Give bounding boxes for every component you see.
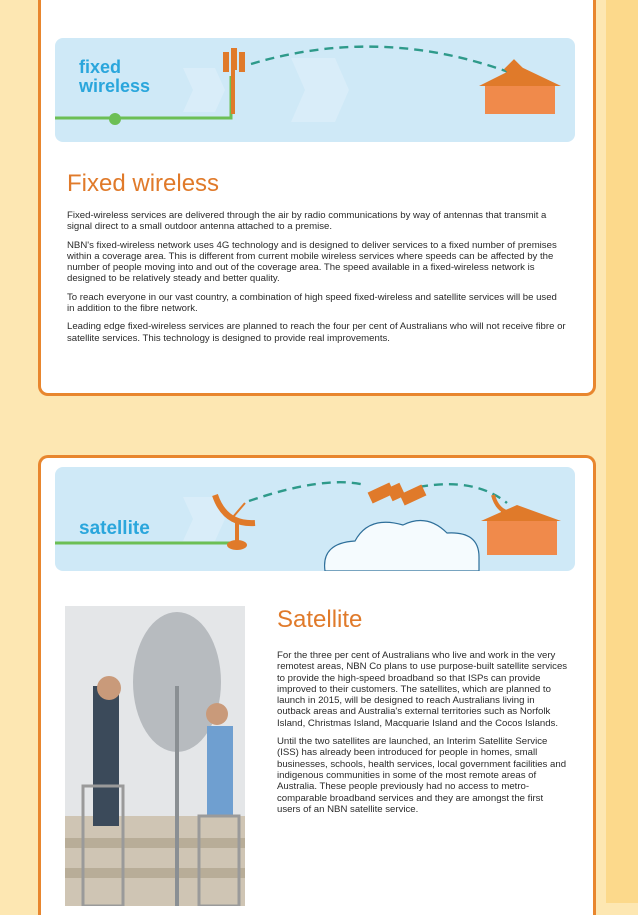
paragraph: Fixed-wireless services are delivered through the air by radio communications by way of antennas that transmit a signal direct to a small outdoor antenna attached to a premise. xyxy=(67,210,547,233)
page-side-stripe xyxy=(606,0,638,903)
paragraph: For the three per cent of Australians who live and work in the very remotest areas, NBN Co plans to use purpose-built satellite services to provide the high-speed broadband so that ISPs can provide improved to their customers. The satellites, which are planned to launch in 2015, will be designed to reach Australians living in outback areas and Australia's external territories such as Norfolk Island, Christmas Island, Macquarie Island and the Cocos Islands. xyxy=(277,650,568,729)
satellite-heading: Satellite xyxy=(277,606,363,633)
house-icon xyxy=(481,505,561,555)
satellite-icon xyxy=(368,482,427,505)
paragraph: Until the two satellites are launched, an Interim Satellite Service (ISS) has already been introduced for people in homes, small businesses, schools, health services, local government facilities and indigenous communities in some of the most remote areas of Australia. These people previously had no access to metro-comparable broadband services and they are amongst the first users of an NBN satellite service. xyxy=(277,736,567,815)
fixed-wireless-banner xyxy=(55,38,575,142)
cloud-icon xyxy=(325,521,479,572)
fixed-wireless-heading: Fixed wireless xyxy=(67,170,220,197)
banner-title-line1: fixed xyxy=(79,57,122,77)
banner-title-line2: wireless xyxy=(79,76,151,96)
technicians-installing-dish-photo xyxy=(65,606,245,906)
antenna-tower-icon xyxy=(223,48,245,114)
fixed-wireless-body xyxy=(67,210,567,351)
fixed-wireless-panel xyxy=(38,0,596,396)
paragraph: Leading edge fixed-wireless services are planned to reach the four per cent of Australians who will not receive fibre or satellite services. This technology is designed to provide real improvements. xyxy=(67,321,566,344)
satellite-panel xyxy=(38,455,596,915)
satellite-banner xyxy=(55,467,575,571)
paragraph: To reach everyone in our vast country, a combination of high speed fixed-wireless and satellite services will be used in addition to the fibre network. xyxy=(67,291,557,315)
paragraph: NBN's fixed-wireless network uses 4G technology and is designed to deliver services to a fixed number of premises within a coverage area. This is different from current mobile wireless services where speeds can be affected by the number of people moving into and out of the coverage area. The speed available in a fixed-wireless network is designed to be relatively steady and better quality. xyxy=(67,239,557,285)
banner-title: satellite xyxy=(79,518,150,539)
satellite-body xyxy=(277,650,569,822)
